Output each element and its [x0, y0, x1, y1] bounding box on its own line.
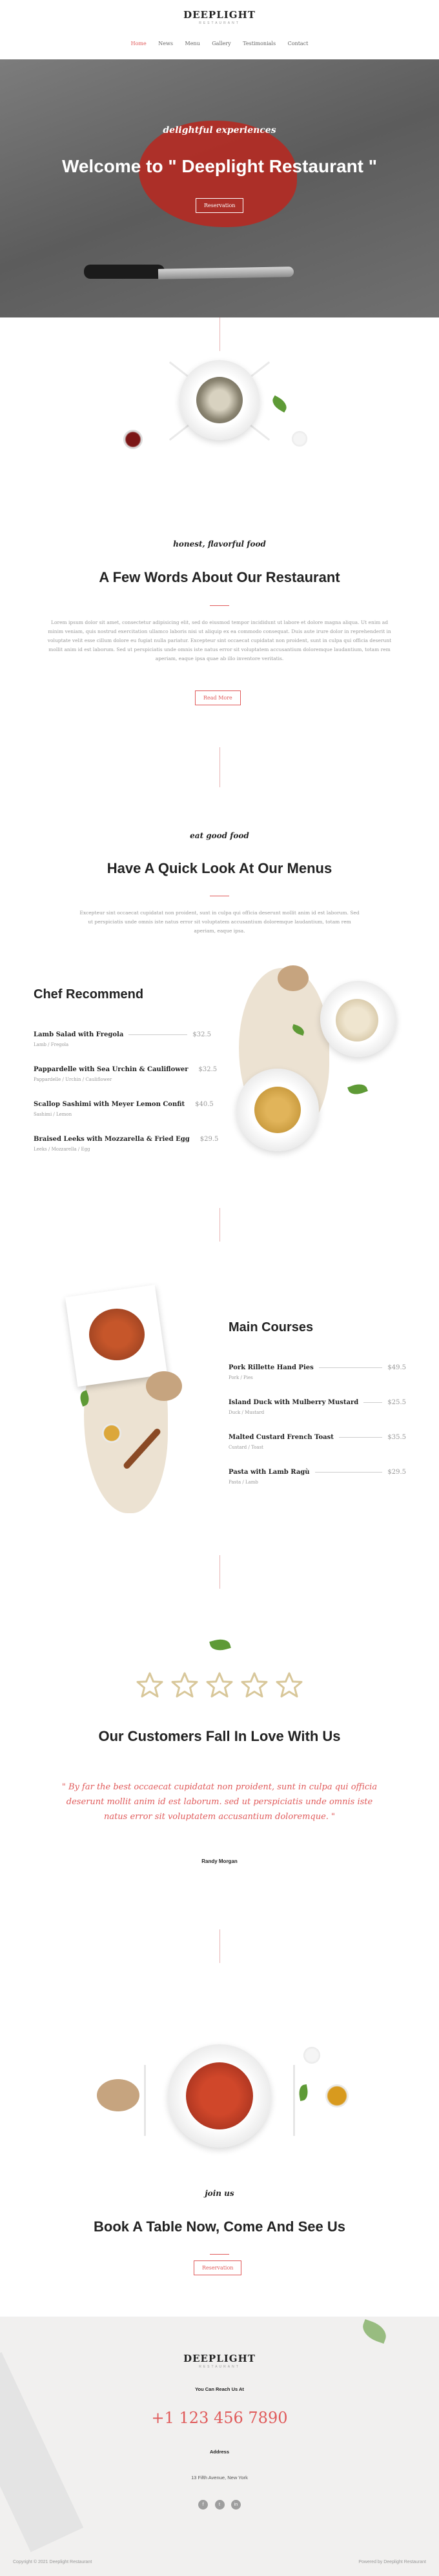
menu-item[interactable] — [229, 1364, 406, 1380]
twitter-icon[interactable]: t — [215, 2500, 225, 2510]
dish-name: Island Duck with Mulberry Mustard — [229, 1399, 359, 1406]
menus-title: Have A Quick Look At Our Menus — [107, 860, 332, 876]
menu-item[interactable] — [34, 1031, 211, 1047]
leaf-icon — [298, 2084, 309, 2101]
dish-price: $32.5 — [198, 1066, 218, 1073]
main-menu — [0, 41, 439, 46]
menu-item[interactable] — [34, 1101, 214, 1117]
testimonial-author: Randy Morgan — [201, 1858, 238, 1864]
wine-cup-image — [123, 430, 143, 449]
dish-dotted-line — [319, 1367, 383, 1368]
booking-title: Book A Table Now, Come And See Us — [94, 2219, 345, 2235]
top-navbar — [0, 0, 439, 59]
dish-description: Pork / Pies — [229, 1375, 253, 1380]
menu-item[interactable] — [229, 1434, 406, 1450]
dish-price: $25.5 — [387, 1399, 406, 1406]
linkedin-icon[interactable]: in — [231, 2500, 241, 2510]
dish-price: $35.5 — [387, 1434, 406, 1441]
menus-eyebrow: eat good food — [190, 831, 249, 840]
pasta-image — [254, 1087, 301, 1133]
nav-item-menu[interactable]: Menu — [185, 41, 200, 46]
booking-eyebrow: join us — [205, 2189, 234, 2198]
main-dish-image — [89, 1309, 145, 1360]
bread-image — [146, 1371, 182, 1401]
salt-shaker-image — [303, 2047, 320, 2064]
dish-price: $32.5 — [192, 1031, 211, 1038]
site-footer — [0, 2317, 439, 2576]
phone-number[interactable]: +1 123 456 7890 — [151, 2409, 288, 2427]
knife-handle-image — [84, 265, 165, 279]
bread-image — [97, 2079, 139, 2111]
sauce-cup-image — [325, 2084, 349, 2108]
logo-subtitle: RESTAURANT — [199, 21, 240, 25]
dish-price: $49.5 — [387, 1364, 406, 1371]
dish-name: Scallop Sashimi with Meyer Lemon Confit — [34, 1101, 185, 1108]
hero-reservation-button[interactable]: Reservation — [196, 198, 243, 213]
fork-image — [144, 2065, 146, 2136]
logo-subtitle: RESTAURANT — [199, 2365, 240, 2369]
testimonial-title: Our Customers Fall In Love With Us — [98, 1728, 341, 1744]
dish-name: Pasta with Lamb Ragù — [229, 1469, 310, 1476]
logo-title: DEEPLIGHT — [183, 2353, 256, 2364]
honey-cup-image — [102, 1424, 121, 1443]
hero-eyebrow: delightful experiences — [163, 125, 276, 136]
star-icon — [136, 1671, 164, 1700]
about-title: A Few Words About Our Restaurant — [99, 569, 340, 585]
address-text: 13 Fifth Avenue, New York — [191, 2475, 248, 2480]
leaf-icon — [209, 1636, 231, 1653]
dish-dotted-line — [339, 1437, 382, 1438]
dish-description: Pappardelle / Urchin / Cauliflower — [34, 1077, 112, 1082]
dish-price: $29.5 — [199, 1136, 219, 1143]
chef-recommend-title: Chef Recommend — [34, 987, 144, 1001]
dish-name: Malted Custard French Toast — [229, 1434, 334, 1441]
star-icon — [170, 1671, 199, 1700]
star-icon — [205, 1671, 234, 1700]
dish-name: Pappardelle with Sea Urchin & Cauliflower — [34, 1066, 189, 1073]
footer-logo[interactable] — [0, 2353, 439, 2369]
dish-price: $29.5 — [387, 1469, 406, 1476]
logo-title: DEEPLIGHT — [183, 9, 256, 21]
hero-title: Welcome to " Deeplight Restaurant " — [61, 156, 378, 176]
address-label: Address — [209, 2449, 229, 2455]
dish-description: Duck / Mustard — [229, 1410, 265, 1415]
read-more-button[interactable]: Read More — [195, 690, 241, 705]
star-icon — [275, 1671, 303, 1700]
soup-image — [186, 2062, 253, 2129]
dish-description: Pasta / Lamb — [229, 1480, 258, 1485]
menu-item[interactable] — [34, 1136, 219, 1152]
dish-price: $40.5 — [195, 1101, 214, 1108]
soup-image — [336, 999, 378, 1041]
social-links — [0, 2497, 439, 2510]
dish-name: Lamb Salad with Fregola — [34, 1031, 124, 1038]
leaf-icon — [347, 1082, 368, 1098]
dish-dotted-line — [315, 1472, 383, 1473]
dish-dotted-line — [128, 1034, 187, 1035]
dish-description: Lamb / Fregola — [34, 1042, 69, 1047]
menu-item[interactable] — [229, 1469, 406, 1485]
site-logo[interactable] — [0, 9, 439, 25]
dish-name: Braised Leeks with Mozzarella & Fried Egg — [34, 1136, 190, 1143]
dish-description: Leeks / Mozzarella / Egg — [34, 1147, 90, 1152]
nav-item-news[interactable]: News — [158, 41, 173, 46]
title-divider — [210, 2254, 229, 2255]
salt-shaker-image — [292, 431, 307, 447]
nav-item-testimonials[interactable]: Testimonials — [243, 41, 276, 46]
copyright-text: Copyright © 2021 Deeplight Restaurant — [13, 2560, 92, 2564]
menu-item[interactable] — [229, 1399, 406, 1415]
dish-dotted-line — [363, 1402, 382, 1403]
bread-image — [278, 965, 309, 991]
dish-description: Sashimi / Lemon — [34, 1112, 72, 1117]
dish-image — [196, 377, 243, 423]
dish-name: Pork Rillette Hand Pies — [229, 1364, 314, 1371]
knife-image — [293, 2065, 295, 2136]
leaf-icon — [360, 2319, 389, 2344]
dish-description: Custard / Toast — [229, 1445, 263, 1450]
nav-item-gallery[interactable]: Gallery — [212, 41, 231, 46]
powered-by-text: Powered by Deeplight Restaurant — [358, 2560, 426, 2564]
hero-banner — [0, 59, 439, 317]
reach-label: You Can Reach Us At — [195, 2386, 244, 2392]
title-divider — [210, 605, 229, 606]
about-text: Lorem ipsum dolor sit amet, consectetur adipisicing elit, sed do eiusmod tempor incididunt ut labore et dolore magna aliqua. Ut enim ad minim veniam, quis nostrud exercitation ullamco laboris nisi ut aliquip ex ea commodo consequat. Duis aute irure dolor in reprehenderit in voluptate velit esse cillum dolore eu fugiat nulla pariatur. Excepteur sint occaecat cupidatat non proident, sunt in culpa qui officia deserunt mollit anim id est laborum. Sed ut perspiciatis unde omnis iste natus error sit voluptatem accusantium doloremque laudantium, totam rem aperiam, eaque ipsa quae ab illo inventore veritatis. — [47, 619, 392, 661]
nav-item-contact[interactable]: Contact — [287, 41, 309, 46]
main-courses-title: Main Courses — [229, 1320, 314, 1334]
testimonial-quote: " By far the best occaecat cupidatat non proident, sunt in culpa qui officia deserunt mollit anim id est laborum. sed ut perspiciatis unde omnis iste natus error sit voluptatem accusantium doloremque. " — [61, 1782, 378, 1822]
leaf-icon — [270, 396, 290, 413]
menus-text: Excepteur sint occaecat cupidatat non proident, sunt in culpa qui officia deserunt mollit anim id est laborum. Sed ut perspiciatis unde omnis iste natus error sit voluptatem accusantium doloremque laudantium, totam rem aperiam, eaque ipsa. — [79, 910, 360, 934]
menu-item[interactable] — [34, 1066, 218, 1082]
facebook-icon[interactable]: f — [198, 2500, 208, 2510]
star-icon — [240, 1671, 269, 1700]
about-eyebrow: honest, flavorful food — [173, 539, 266, 548]
nav-item-home[interactable]: Home — [130, 41, 147, 46]
booking-reservation-button[interactable]: Reservation — [194, 2260, 241, 2275]
